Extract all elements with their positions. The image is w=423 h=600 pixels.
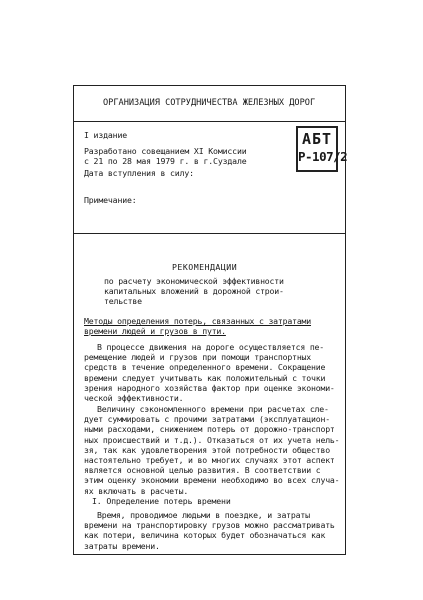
code-line-2: Р-107/2 — [298, 149, 348, 164]
code-line-1: АБТ — [301, 130, 333, 148]
paragraph-3 — [84, 510, 335, 551]
paragraph-2 — [84, 404, 339, 496]
edition-label: I издание — [84, 130, 128, 140]
paragraph-line: настоятельно требует, и во многих случаях этот аспект — [84, 455, 335, 466]
paragraph-line: ях включать в расчеты. — [84, 485, 189, 496]
paragraph-line: ческой эффективности. — [84, 393, 184, 404]
paragraph-line: затраты времени. — [84, 540, 160, 551]
paragraph-line: зя, так как удовлетворения этой потребности общество — [84, 444, 330, 455]
section-1-title: I. Определение потерь времени — [92, 496, 231, 506]
developed-line-1: Разработано совещанием XI Комиссии — [84, 146, 247, 156]
paragraph-line: ных происшествий и т.д.). Отказаться от их учета нель- — [84, 434, 340, 445]
date-in-force-label: Дата вступления в силу: — [84, 168, 194, 178]
subtitle-line: капитальных вложений в дорожной строи- — [104, 286, 284, 297]
paragraph-line: дует суммировать с прочими затратами (эксплуатацион- — [84, 414, 330, 425]
subtitle-line: по расчету экономической эффективности — [104, 276, 284, 286]
paragraph-line: Время, проводимое людьми в поездке, и затраты — [97, 510, 310, 520]
paragraph-line: зрения народного хозяйства фактор при оценке экономи- — [84, 382, 335, 393]
note-label: Примечание: — [84, 195, 137, 205]
recommendations-subtitle — [104, 276, 284, 307]
subtitle-line: тельстве — [104, 296, 142, 307]
info-divider — [73, 233, 346, 234]
developed-line-2: с 21 по 28 мая 1979 г. в г.Суздале — [84, 156, 247, 166]
paragraph-line: этим оценку экономии времени необходимо во всех случа- — [84, 475, 340, 486]
organization-title: ОРГАНИЗАЦИЯ СОТРУДНИЧЕСТВА ЖЕЛЕЗНЫХ ДОРОГ — [103, 98, 316, 108]
methods-section-title — [84, 316, 311, 336]
paragraph-1 — [84, 342, 335, 403]
paragraph-line: Величину сэкономленного времени при расчетах сле- — [97, 404, 329, 414]
methods-title-line: времени людей и грузов в пути. — [84, 326, 226, 337]
methods-title-line: Методы определения потерь, связанных с затратами — [84, 316, 312, 326]
paragraph-line: как потери, величина которых будет обозначаться как — [84, 530, 326, 541]
paragraph-line: времени на транспортировку грузов можно рассматривать — [84, 520, 335, 531]
paragraph-line: является основной целью развития. В соответствии с — [84, 465, 321, 476]
document-code-stamp — [296, 126, 348, 172]
paragraph-line: времени следует учитывать как положительный с точки — [84, 372, 326, 383]
paragraph-line: средств в течение определенного времени. Сокращение — [84, 362, 326, 373]
paragraph-line: ными расходами, снижением потерь от дорожно-транспорт — [84, 424, 335, 435]
header-divider — [73, 121, 346, 122]
paragraph-line: В процессе движения на дороге осуществляется пе- — [97, 342, 325, 352]
paragraph-line: ремещение людей и грузов при помощи транспортных — [84, 352, 312, 363]
recommendations-heading: РЕКОМЕНДАЦИИ — [172, 262, 238, 272]
